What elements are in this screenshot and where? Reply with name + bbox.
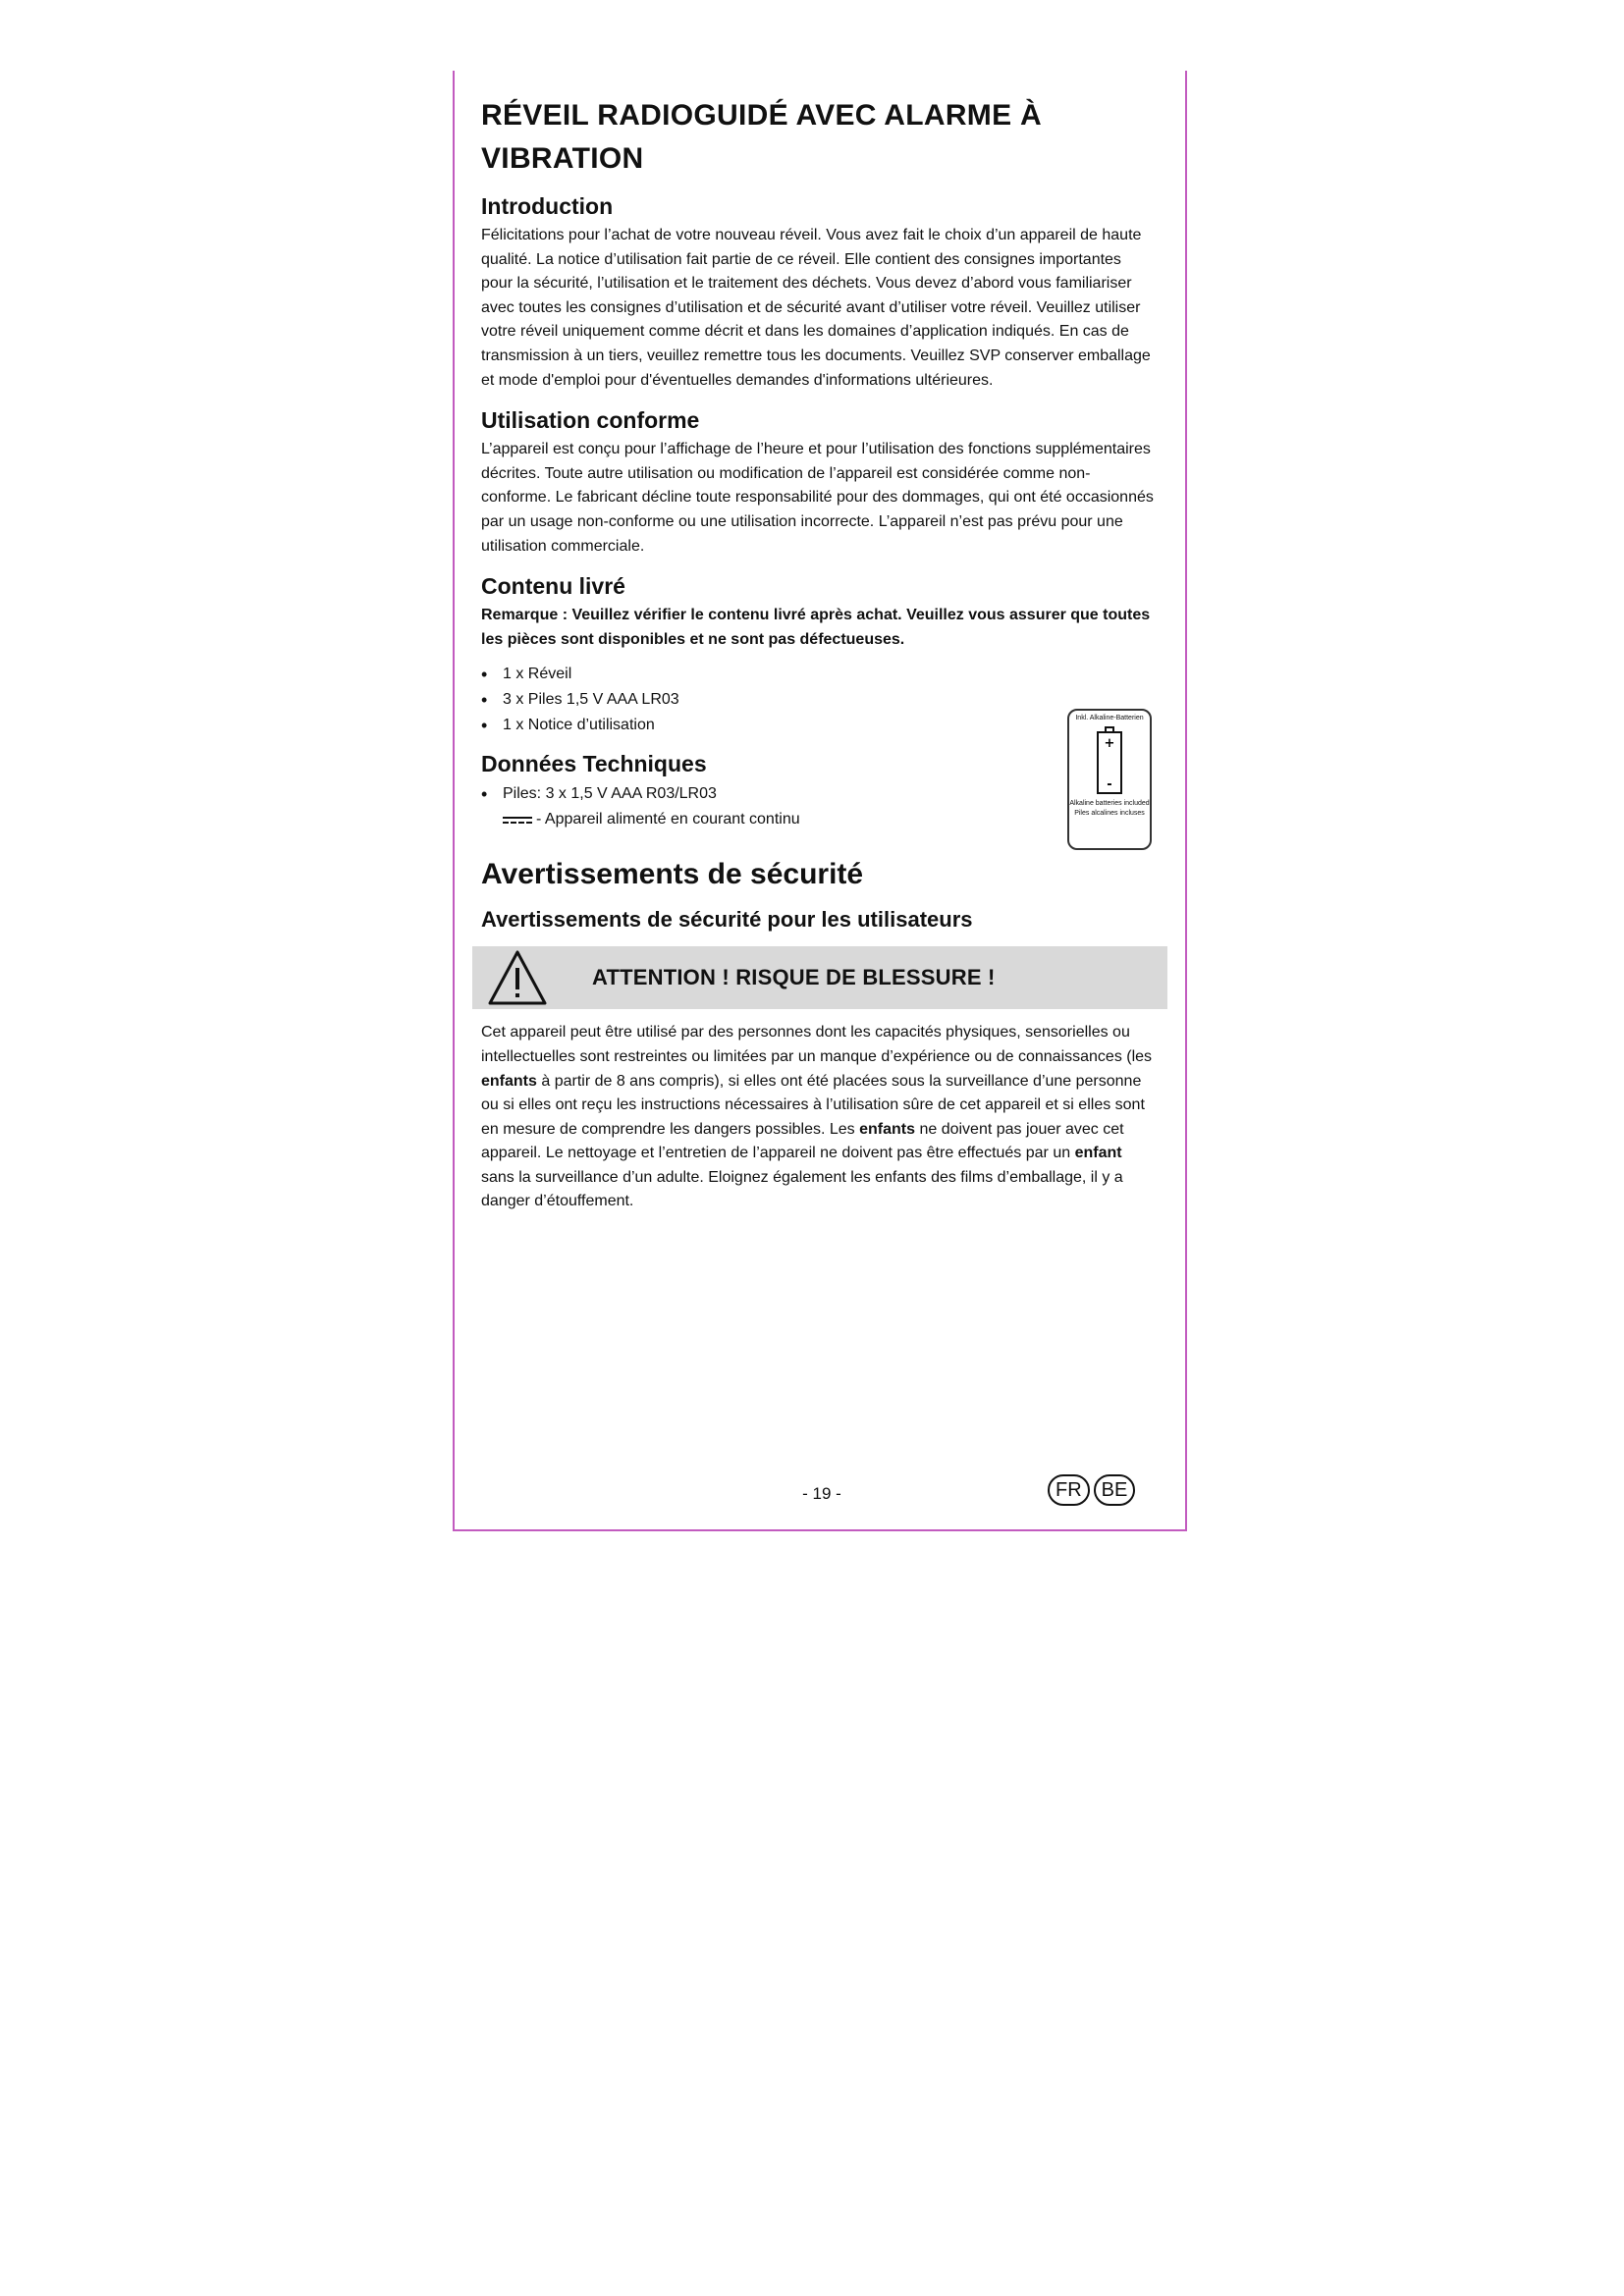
- warning-banner: [472, 946, 1167, 1009]
- title-line-1: RÉVEIL RADIOGUIDÉ AVEC ALARME À: [481, 99, 1043, 132]
- battery-label-bottom-2: Piles alcalines incluses: [1074, 810, 1145, 817]
- safety-text-part: à partir de 8 ans compris), si elles ont été placées sous la surveillance d’une personne ou si elles ont reçu les instructions nécessaires à l’utilisation sûre de cet appareil et si elles sont en mesure de comprendre les dangers possibles. Les: [481, 1072, 1145, 1138]
- country-badge-be: BE: [1094, 1474, 1136, 1506]
- dc-line: [481, 807, 1157, 832]
- list-item: • 1 x Notice d’utilisation: [501, 713, 1157, 738]
- specs-heading: Données Techniques: [481, 751, 707, 777]
- country-badge-fr: FR: [1048, 1474, 1090, 1506]
- intro-heading: Introduction: [481, 193, 614, 219]
- list-item: • Piles: 3 x 1,5 V AAA R03/LR03: [501, 781, 1157, 807]
- battery-icon: [1095, 726, 1124, 795]
- country-badges: [1048, 1474, 1135, 1506]
- usage-text: L’appareil est conçu pour l’affichage de l’heure et pour l’utilisation des fonctions supplémentaires décrites. Toute autre utilisation ou modification de l’appareil est considérée comme non-conforme. Le fabricant décline toute responsabilité pour des dommages, qui ont été occasionnés par un usage non-conforme ou une utilisation incorrecte. L’appareil n’est pas prévu pour une utilisation commerciale.: [481, 441, 1154, 555]
- list-item: • 1 x Réveil: [501, 662, 1157, 687]
- contents-note: Remarque : Veuillez vérifier le contenu livré après achat. Veuillez vous assurer que toutes les pièces sont disponibles et ne sont pas défectueuses.: [481, 607, 1151, 648]
- battery-label-top: Inkl. Alkaline-Batterien: [1075, 715, 1144, 721]
- warning-text: ATTENTION ! RISQUE DE BLESSURE !: [592, 965, 996, 990]
- content: [481, 94, 1157, 1214]
- page-number: - 19 -: [802, 1484, 841, 1503]
- safety-subheading: Avertissements de sécurité pour les utilisateurs: [481, 907, 973, 933]
- intro-text: Félicitations pour l’achat de votre nouveau réveil. Vous avez fait le choix d’un appareil de haute qualité. La notice d’utilisation fait partie de ce réveil. Elle contient des consignes importantes pour la sécurité, l’utilisation et le traitement des déchets. Vous devez d’abord vous familiariser avec toutes les consignes d’utilisation et de sécurité avant d’utiliser votre réveil. Veuillez utiliser votre réveil uniquement comme décrit et dans les domaines d’application indiqués. En cas de transmission à un tiers, veuillez remettre tous les documents. Veuillez SVP conserver emballage et mode d'emploi pour d'éventuelles demandes d'informations ultérieures.: [481, 227, 1151, 389]
- emphasis: enfants: [481, 1072, 537, 1090]
- document-title: [481, 94, 1157, 181]
- battery-label: [1067, 709, 1152, 850]
- page-frame: [453, 71, 1187, 1531]
- list-item: • 3 x Piles 1,5 V AAA LR03: [501, 687, 1157, 713]
- contents-list: [481, 662, 1157, 738]
- emphasis: enfant: [1074, 1145, 1122, 1162]
- battery-label-bottom-1: Alkaline batteries included: [1069, 800, 1150, 807]
- safety-text-part: Cet appareil peut être utilisé par des personnes dont les capacités physiques, sensorielles ou intellectuelles sont restreintes ou limitées par un manque d’expérience ou de connaissances (les: [481, 1024, 1153, 1065]
- battery-minus: -: [1107, 777, 1112, 792]
- usage-heading: Utilisation conforme: [481, 407, 700, 434]
- specs-list: [481, 781, 1157, 807]
- contents-heading: Contenu livré: [481, 573, 625, 600]
- safety-heading: Avertissements de sécurité: [481, 858, 864, 891]
- title-line-2: VIBRATION: [481, 142, 644, 175]
- battery-plus: +: [1104, 736, 1115, 751]
- dc-text: - Appareil alimenté en courant continu: [536, 811, 800, 828]
- safety-text-part: sans la surveillance d’un adulte. Eloignez également les enfants des films d’emballage, il y a danger d’étouffement.: [481, 1168, 1123, 1210]
- safety-text: [481, 1021, 1157, 1214]
- safety-text-part: ne doivent pas jouer avec cet appareil. Le nettoyage et l’entretien de l’appareil ne doivent pas être effectués par un: [481, 1120, 1124, 1162]
- direct-current-icon: [503, 815, 532, 825]
- emphasis: enfants: [859, 1120, 916, 1138]
- warning-triangle-icon: [486, 948, 549, 1007]
